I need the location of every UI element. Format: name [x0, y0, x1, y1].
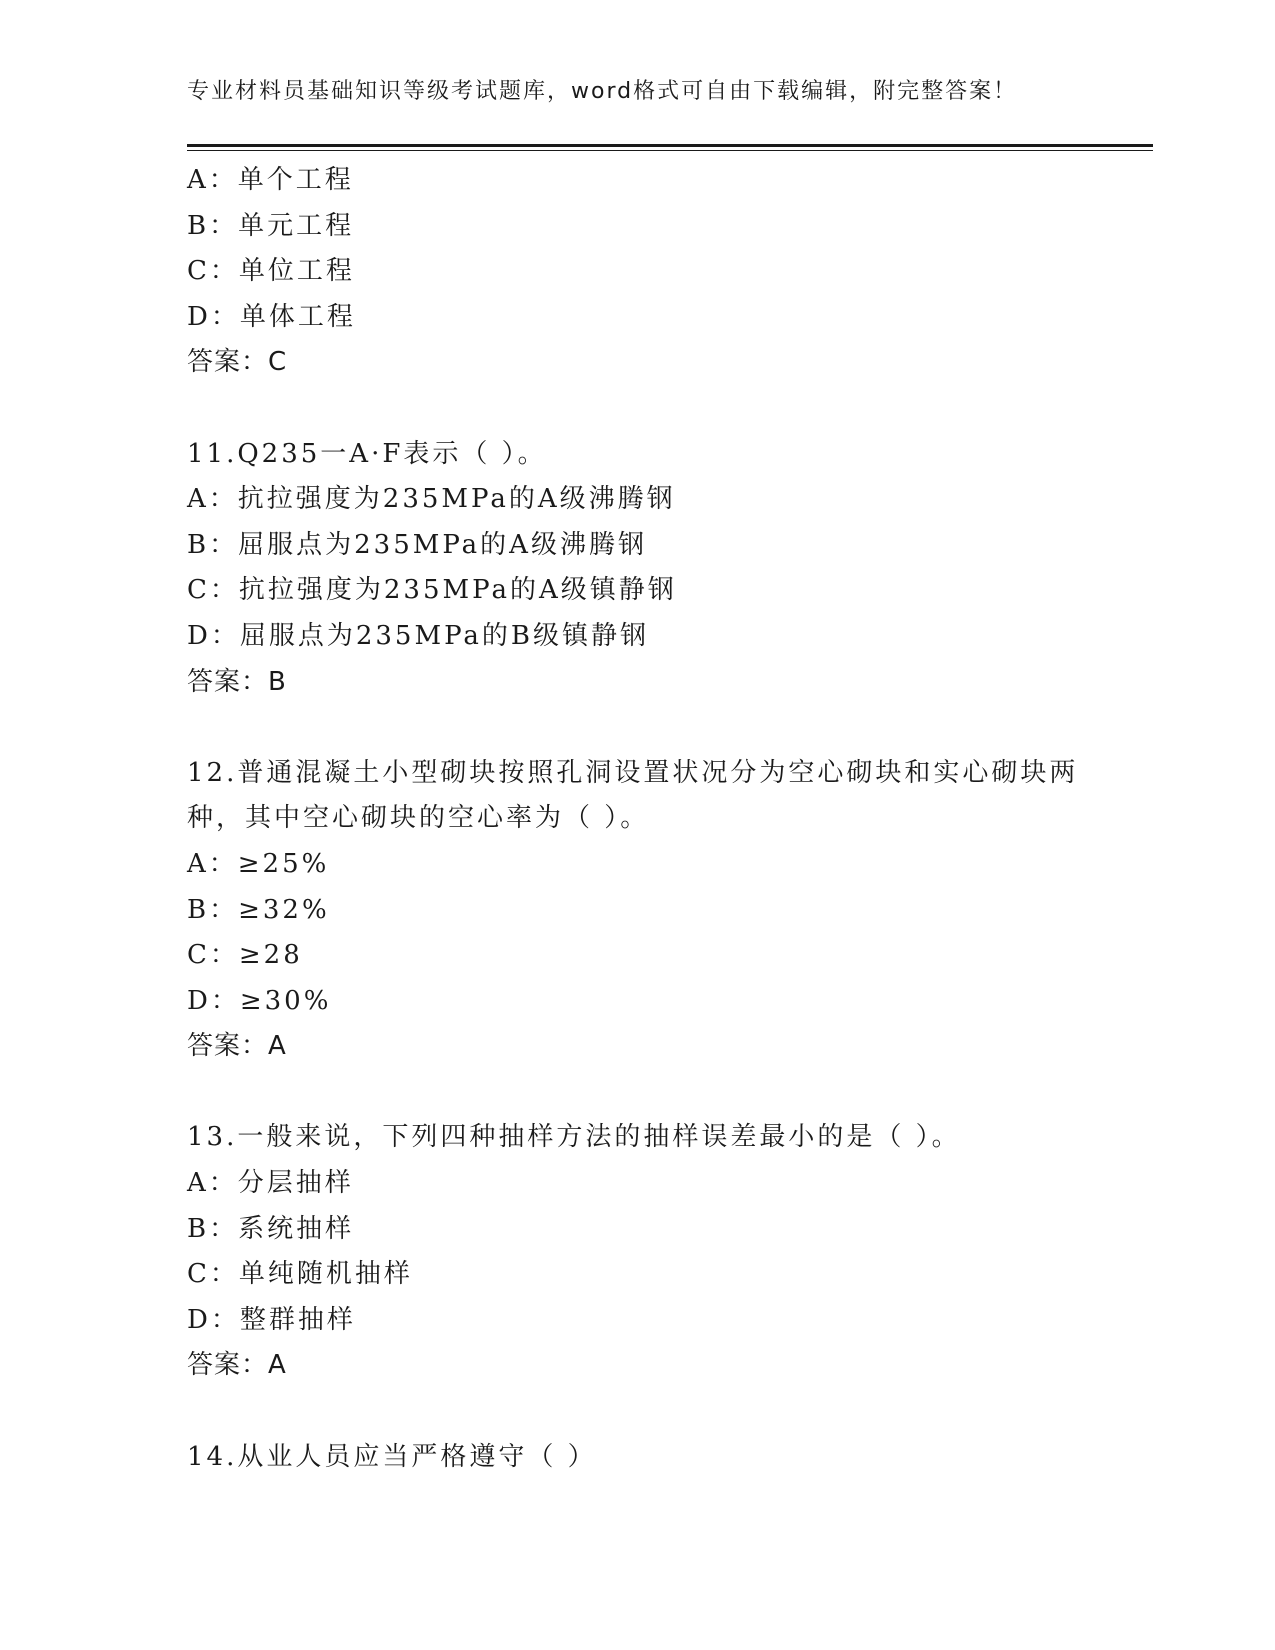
question-14 [187, 1435, 1097, 1481]
option-b: B：≥32% [187, 894, 330, 925]
question-stem: 13.一般来说，下列四种抽样方法的抽样误差最小的是（ ）。 [187, 1122, 961, 1153]
question-13 [187, 1115, 1097, 1389]
option-d: D：≥30% [187, 985, 332, 1016]
option-a: A：≥25% [187, 848, 330, 879]
header-rule-thick [187, 144, 1153, 147]
option-b: B：单元工程 [187, 210, 355, 241]
option-c: C：≥28 [187, 940, 303, 971]
question-10 [187, 158, 1097, 386]
option-a: A：单个工程 [187, 165, 354, 195]
question-12 [187, 751, 1097, 1070]
spacer [187, 1070, 1097, 1116]
spacer [187, 705, 1097, 751]
option-c: C：单纯随机抽样 [187, 1259, 413, 1290]
option-c: C：单位工程 [187, 256, 355, 287]
option-a: A：抗拉强度为235MPa的A级沸腾钢 [187, 484, 676, 515]
answer-line: 答案：A [187, 1031, 287, 1062]
question-11 [187, 432, 1097, 706]
answer-line: 答案：A [187, 1350, 287, 1381]
header-rule-thin [187, 150, 1153, 151]
option-d: D：单体工程 [187, 301, 356, 332]
question-list [187, 158, 1097, 1480]
spacer [187, 1389, 1097, 1435]
option-b: B：屈服点为235MPa的A级沸腾钢 [187, 529, 647, 560]
page-header: 专业材料员基础知识等级考试题库，word格式可自由下载编辑，附完整答案！ [187, 79, 1018, 104]
answer-line: 答案：C [187, 347, 288, 378]
option-c: C：抗拉强度为235MPa的A级镇静钢 [187, 575, 677, 606]
option-a: A：分层抽样 [187, 1168, 354, 1199]
option-d: D：整群抽样 [187, 1304, 356, 1335]
option-d: D：屈服点为235MPa的B级镇静钢 [187, 620, 650, 651]
spacer [187, 386, 1097, 432]
question-stem: 12.普通混凝土小型砌块按照孔洞设置状况分为空心砌块和实心砌块两种，其中空心砌块的空心率为（ ）。 [187, 757, 1079, 834]
question-stem: 14.从业人员应当严格遵守（ ） [187, 1441, 597, 1472]
option-b: B：系统抽样 [187, 1213, 355, 1244]
question-stem: 11.Q235一A·F表示（ ）。 [187, 438, 547, 469]
answer-line: 答案：B [187, 666, 287, 697]
